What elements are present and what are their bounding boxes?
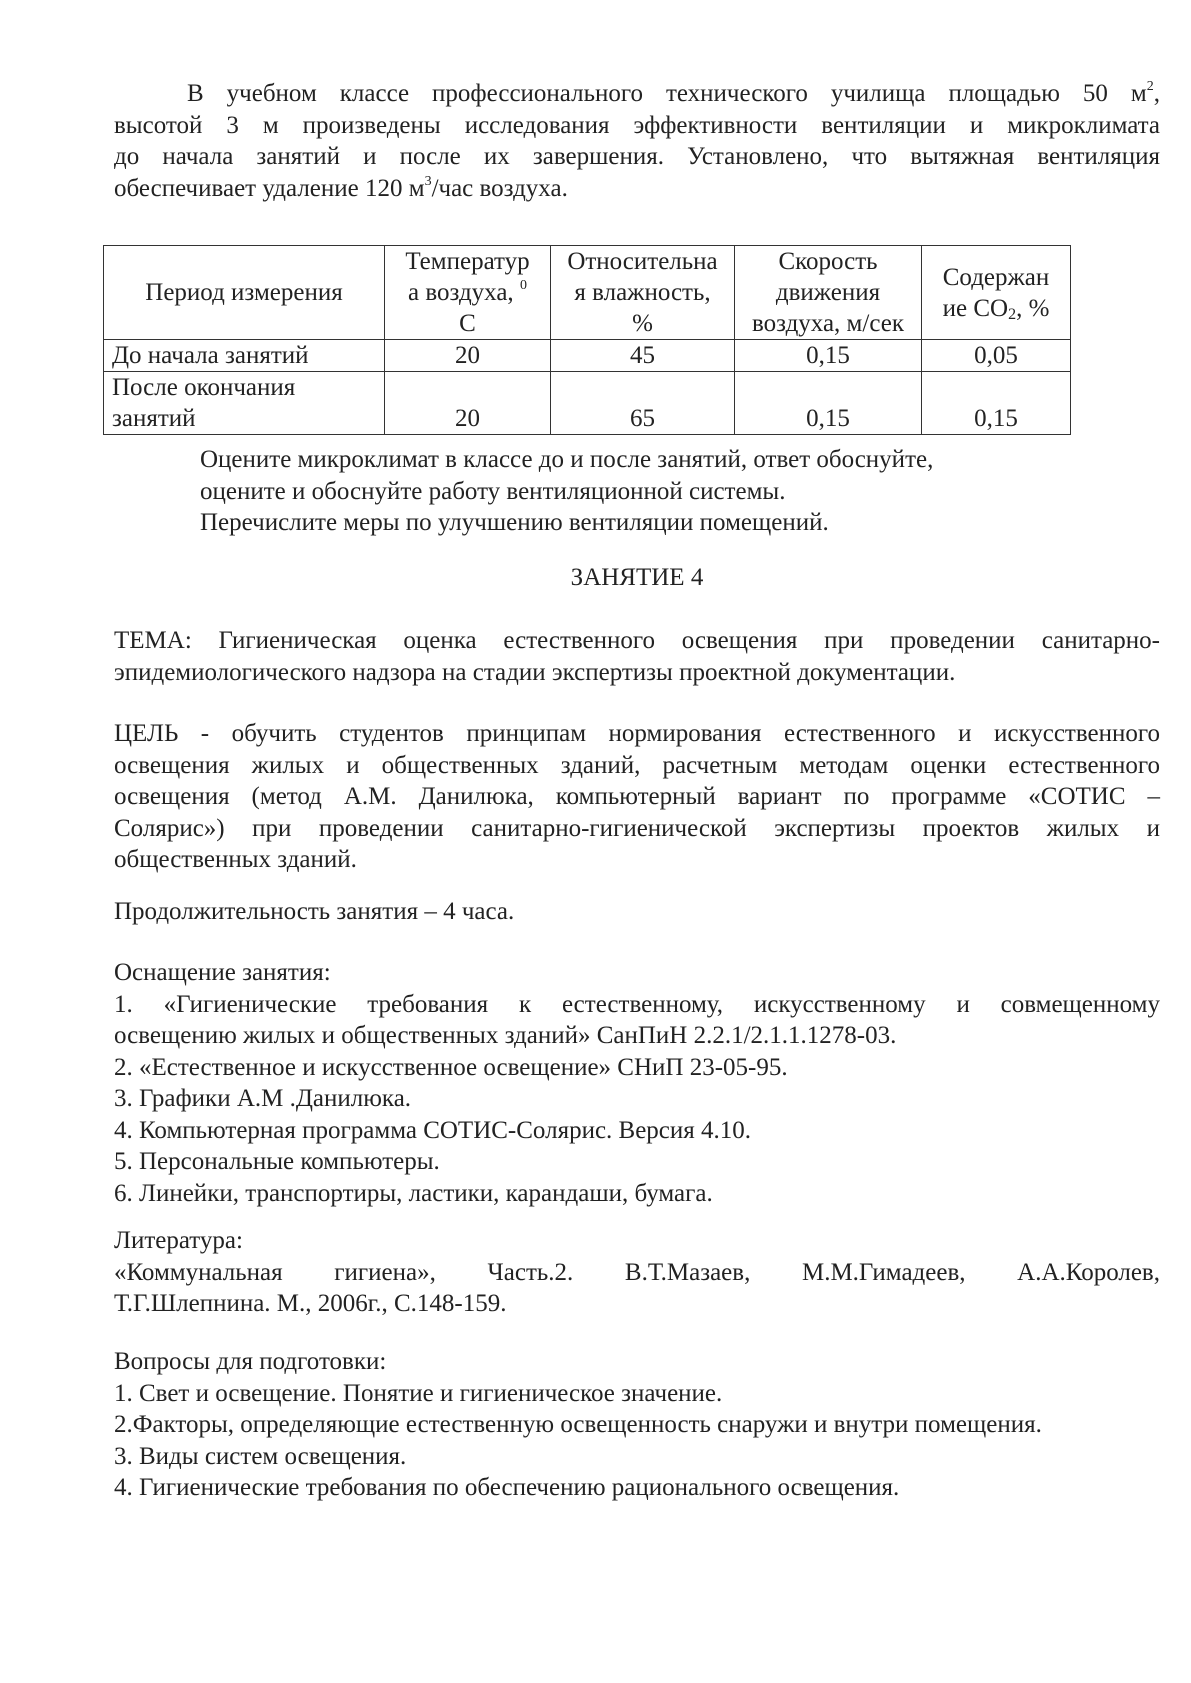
list-item: 3. Виды систем освещения. (114, 1442, 407, 1470)
literature-section (114, 1225, 1160, 1320)
task-item: оцените и обоснуйте работу вентиляционной системы. (200, 477, 786, 505)
list-item: освещению жилых и общественных зданий» СанПиН 2.2.1/2.1.1.1278-03. (114, 1022, 897, 1049)
list-item: 2.Факторы, определяющие естественную освещенность снаружи и внутри помещения. (114, 1411, 1042, 1438)
table-row (104, 372, 1071, 435)
literature-line-2: Т.Г.Шлепнина. М., 2006г., С.148-159. (114, 1290, 507, 1317)
cell-co2: 0,05 (922, 340, 1071, 372)
cell-period: До начала занятий (104, 340, 385, 372)
goal-line-3: освещения (метод А.М. Данилюка, компьютерный вариант по программе «СОТИС – (114, 783, 1160, 810)
intro-line-1: В учебном классе профессионального технического училища площадью 50 $м^2$, (187, 79, 1160, 107)
list-item: 6. Линейки, транспортиры, ластики, карандаши, бумага. (114, 1179, 713, 1207)
list-item: 4. Гигиенические требования по обеспечению рационального освещения. (114, 1474, 900, 1501)
cell-humidity: 45 (551, 340, 735, 372)
superscript-2: 2 (1146, 79, 1154, 94)
goal-line-2: освещения жилых и общественных зданий, расчетным методам оценки естественного (114, 751, 1160, 779)
table-header-row (104, 246, 1071, 340)
task-item: Оцените микроклимат в классе до и после занятий, ответ обоснуйте, (200, 446, 934, 473)
intro-line-4: обеспечивает удаление 120 $м^3$/час воздуха. (114, 173, 568, 202)
intro-line-3: до начала занятий и после их завершения. Установлено, что вытяжная вентиляция (114, 143, 1160, 170)
list-item: 4. Компьютерная программа СОТИС-Солярис. Версия 4.10. (114, 1116, 752, 1144)
intro-line-2: высотой 3 м произведены исследования эффективности вентиляции и микроклимата (114, 111, 1160, 139)
cell-air-speed: 0,15 (735, 340, 922, 372)
theme-line-2: эпидемиологического надзора на стадии экспертизы проектной документации. (114, 658, 956, 686)
literature-line-1: «Коммунальная гигиена», Часть.2. В.Т.Мазаев, М.М.Гимадеев, А.А.Королев, (114, 1258, 1160, 1286)
equipment-heading: Оснащение занятия: (114, 959, 331, 986)
questions-section (114, 1346, 1160, 1504)
measurements-table (103, 245, 1071, 435)
cell-period: После окончания занятий (104, 372, 385, 435)
list-item: 2. «Естественное и искусственное освещение» СНиП 23-05-95. (114, 1053, 788, 1081)
table-row (104, 340, 1071, 372)
intro-paragraph (114, 78, 1160, 204)
header-period: Период измерения (104, 246, 385, 340)
list-item: 3. Графики А.М .Данилюка. (114, 1085, 412, 1112)
goal-line-1: ЦЕЛЬ - обучить студентов принципам нормирования естественного и искусственного (114, 720, 1160, 747)
cell-air-speed: 0,15 (735, 372, 922, 435)
cell-temperature: 20 (385, 340, 551, 372)
cell-temperature: 20 (385, 372, 551, 435)
task-list (200, 444, 933, 539)
header-temperature: Температур а воздуха, $^0$ С (385, 246, 551, 340)
duration-text: Продолжительность занятия – 4 часа. (114, 898, 515, 925)
theme-line-1: ТЕМА: Гигиеническая оценка естественного освещения при проведении санитарно- (114, 627, 1160, 654)
cell-humidity: 65 (551, 372, 735, 435)
literature-heading: Литература: (114, 1227, 243, 1254)
goal-line-5: общественных зданий. (114, 846, 357, 873)
equipment-section (114, 957, 1160, 1209)
list-item: 1. «Гигиенические требования к естественному, искусственному и совмещенному (114, 990, 1160, 1018)
task-item: Перечислите меры по улучшению вентиляции помещений. (200, 509, 829, 536)
cell-co2: 0,15 (922, 372, 1071, 435)
goal-paragraph (114, 718, 1160, 876)
lesson-title: ЗАНЯТИЕ 4 (570, 564, 704, 591)
list-item: 1. Свет и освещение. Понятие и гигиеническое значение. (114, 1379, 723, 1407)
header-air-speed: Скорость движения воздуха, м/сек (735, 246, 922, 340)
goal-line-4: Солярис») при проведении санитарно-гигиенической экспертизы проектов жилых и (114, 814, 1160, 842)
theme-paragraph (114, 625, 1160, 688)
header-humidity: Относительна я влажность, % (551, 246, 735, 340)
list-item: 5. Персональные компьютеры. (114, 1148, 440, 1175)
header-co2: Содержан ие $СО_2$, % (922, 246, 1071, 340)
questions-heading: Вопросы для подготовки: (114, 1348, 387, 1375)
superscript-3: 3 (424, 173, 432, 189)
